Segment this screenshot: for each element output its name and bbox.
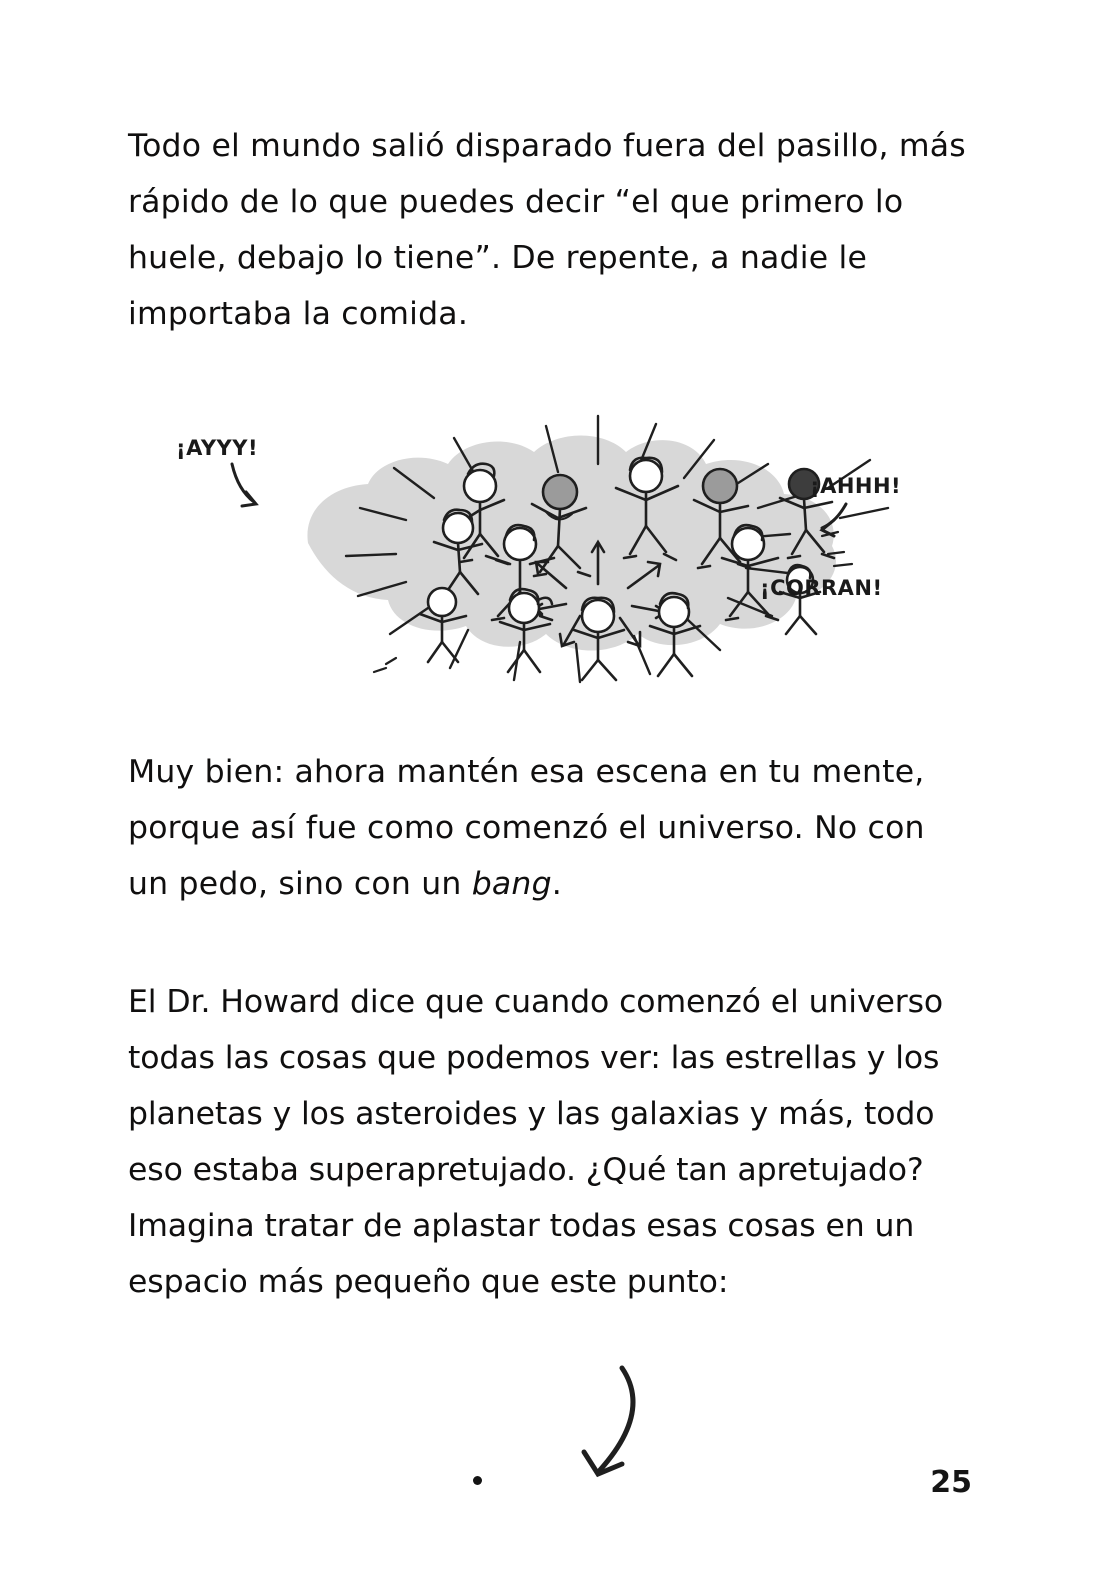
ayyy-pointer <box>232 464 256 506</box>
paragraph-3: El Dr. Howard dice que cuando comenzó el universo todas las cosas que podemos ver: las estrellas y los planetas y los asteroides y las galaxias y más, todo eso estaba superapretujado. ¿Qué tan apretujado? Imagina tratar de aplastar todas esas cosas en un espacio más pequeño que este punto: <box>128 984 944 1300</box>
paragraph-2 <box>128 744 968 912</box>
spacer <box>128 698 968 744</box>
dot-pointer-block <box>128 1324 968 1524</box>
illustration-svg <box>128 368 968 698</box>
speech-label-corran: ¡CORRAN! <box>760 576 883 600</box>
paragraph-2-part-1: Muy bien: ahora mantén esa escena en tu mente, porque así fue como comenzó el universo. No con un pedo, sino con un <box>128 754 925 902</box>
paragraph-2-part-2: . <box>551 866 563 902</box>
speech-label-ahhh: ¡AHHH! <box>810 474 902 498</box>
paragraph-1: Todo el mundo salió disparado fuera del pasillo, más rápido de lo que puedes decir “el que primero lo huele, debajo lo tiene”. De repente, a nadie le importaba la comida. <box>128 128 966 332</box>
page-number: 25 <box>930 1465 972 1500</box>
page-content <box>128 118 968 1524</box>
dot-arrow-svg <box>128 1324 968 1524</box>
curved-arrow-line <box>600 1368 633 1470</box>
illustration-explosion <box>128 368 968 698</box>
spacer <box>128 912 968 974</box>
speech-label-ayyy: ¡AYYY! <box>176 436 259 460</box>
paragraph-2-italic-word: bang <box>471 866 552 902</box>
spacer <box>128 342 968 362</box>
tiny-dot <box>473 1476 482 1485</box>
